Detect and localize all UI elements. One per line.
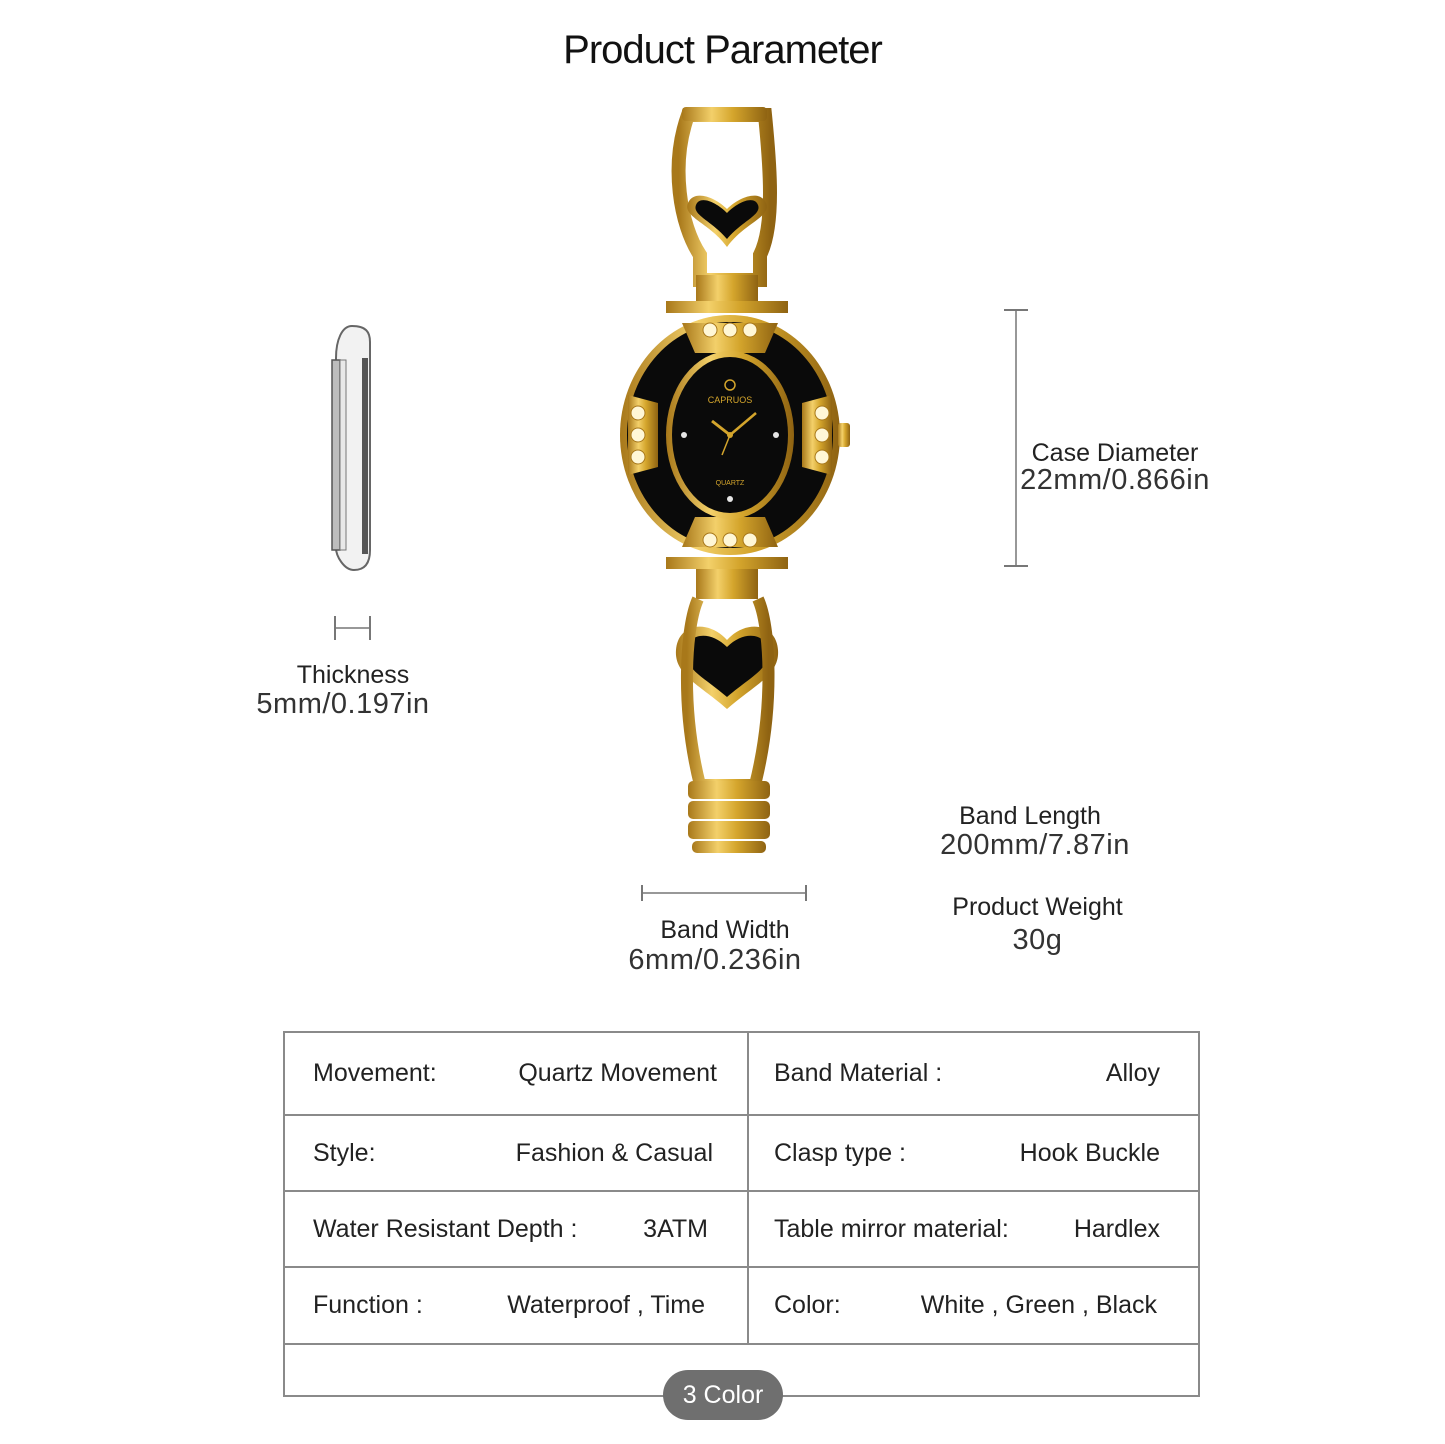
- spec-value: White , Green , Black: [920, 1291, 1157, 1319]
- spec-value: Quartz Movement: [518, 1059, 717, 1087]
- product-weight-label: Product Weight: [952, 893, 1123, 921]
- dial-quartz-text: QUARTZ: [715, 480, 745, 487]
- dial-brand-text: CAPRUOS: [707, 395, 753, 405]
- spec-value: Alloy: [1105, 1059, 1160, 1087]
- thickness-value: 5mm/0.197in: [256, 688, 430, 720]
- spec-key: Color:: [774, 1291, 841, 1319]
- spec-key: Clasp type :: [774, 1138, 907, 1167]
- spec-key: Table mirror material:: [774, 1214, 1009, 1243]
- product-weight-value: 30g: [1012, 924, 1063, 956]
- spec-value: Waterproof , Time: [507, 1291, 705, 1319]
- case-diameter-label: Case Diameter: [1031, 439, 1199, 467]
- spec-value: 3ATM: [643, 1214, 708, 1243]
- band-length-label: Band Length: [959, 802, 1101, 830]
- case-diameter-value: 22mm/0.866in: [1020, 464, 1210, 496]
- page-title: Product Parameter: [563, 28, 882, 72]
- band-width-dimension-marker: [637, 882, 811, 904]
- color-count-badge[interactable]: 3 Color: [663, 1370, 783, 1420]
- spec-value: Fashion & Casual: [515, 1138, 713, 1167]
- watch-side-view: [318, 318, 388, 580]
- spec-key: Function :: [313, 1291, 423, 1319]
- watch-product-image: [600, 105, 860, 865]
- spec-key: Band Material :: [774, 1059, 943, 1087]
- spec-key: Movement:: [313, 1059, 437, 1087]
- band-width-value: 6mm/0.236in: [628, 944, 802, 976]
- thickness-label: Thickness: [296, 661, 410, 689]
- spec-value: Hook Buckle: [1019, 1138, 1160, 1167]
- spec-row: [285, 1192, 1198, 1268]
- spec-key: Water Resistant Depth :: [313, 1214, 578, 1243]
- case-diameter-dimension-marker: [1000, 305, 1032, 571]
- spec-row: [285, 1033, 1198, 1116]
- spec-row: [285, 1116, 1198, 1192]
- spec-table: [283, 1031, 1200, 1397]
- spec-value: Hardlex: [1073, 1214, 1160, 1243]
- band-width-label: Band Width: [660, 916, 790, 944]
- thickness-dimension-marker: [330, 612, 375, 644]
- spec-key: Style:: [313, 1138, 376, 1167]
- spec-row: [285, 1268, 1198, 1345]
- band-length-value: 200mm/7.87in: [940, 829, 1130, 861]
